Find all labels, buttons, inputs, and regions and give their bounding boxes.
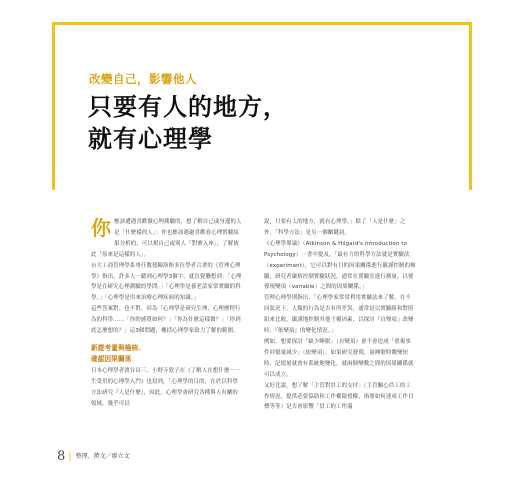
body-paragraph: 又好比說，想了解「主管對員工的支持」（主管關心員工的工作情況，提供必要協助和工作權限授權，指導如何達成工作目標等等）是否會影響「員工的工作滿 bbox=[264, 382, 414, 411]
decorative-frame-top bbox=[52, 22, 472, 25]
body-paragraph: 這些答案對、也不對，因為「心理學是研究生理、心理歷程行為的科學……「你的感覺如何？」「你為什麼這樣做？」「你到底怎麼想的？」這3個問題，概括心理學家致力了解的範圍。 bbox=[91, 306, 241, 335]
decorative-frame-left bbox=[52, 22, 55, 190]
article-title-line-1: 只要有人的地方， bbox=[88, 93, 288, 121]
page-number: 8 bbox=[57, 449, 66, 464]
right-column bbox=[264, 217, 416, 413]
subhead-line-1: 新證考量與檢核、 bbox=[91, 343, 145, 352]
decorative-frame-right bbox=[469, 22, 472, 190]
subhead-line-2: 確認因果關係 bbox=[91, 354, 132, 363]
article-title bbox=[88, 91, 288, 155]
section-subhead bbox=[91, 343, 243, 365]
page-footer bbox=[57, 449, 130, 464]
drop-cap: 你 bbox=[91, 216, 112, 240]
article-tagline: 改變自己，影響他人 bbox=[89, 72, 197, 86]
body-paragraph: 台大工商管理學系專任教授陳洛斯多位學者合著的《管理心理學》指出，許多人一聽到心理學3個字，就直覺聯想到：「心理學是在研究心理測驗的學問。」「心理學是養老話家常實驗的科學。」「心理學是用來治療心理疾病的知識。」 bbox=[91, 262, 242, 302]
body-paragraph: 《心理學導論》（Atkinson & Hilgard's Introduction to Psychology）一書中提及，「最有力的科學方法就是實驗法（experiment），它可以對有目的因果關係進行嚴謹控制的檢驗，研究者嚴格控制實驗狀況，通常在實驗室進行測量，以便發現變項（variable）之間的因果關係。」 bbox=[264, 240, 416, 291]
author-credit: 整理、撰文／廖立文 bbox=[75, 453, 130, 460]
body-paragraph: 管理心理學則指出，「心理學家常常利用實驗法來了解，在不同狀況下，人類的行為是否有所差異，通常是以實驗組和對照組來比較，嚴謹地控制其他干擾因素，以探討『自變項』改變時，『依變項』的變化情況。」 bbox=[264, 295, 414, 335]
body-paragraph: 日本心理學者渡谷昌三、小野寺敦子在《了解人在想什麼－一生受用的心理學入門》也寫到，「心理學的目的，在於以科學方法研究『人是什麼』，因此，心理學會研究各種與人有關的領域，幾乎可以 bbox=[91, 367, 241, 407]
body-paragraph bbox=[91, 217, 243, 261]
left-column bbox=[91, 217, 243, 410]
article-title-line-2: 就有心理學 bbox=[88, 125, 213, 153]
body-paragraph: 例如，想要探討「缺少睡眠」（自變項）會不會造成「重複事件回憶量減少」（依變項），如果研究發現，量睡眠時數變短時，記憶量就會有系統地變化，就兩個變數之間的因果關係就可以成立。 bbox=[264, 338, 414, 378]
paragraph-text: 應該遭遇喜歡做心理測驗的、想了解自己或身邊的人是「什麼樣的人」；你也應該遇過喜歡看心理實驗結果分析的，可以幫自己或別人「對號入座」，了解彼此「原來是這樣的人」。 bbox=[91, 219, 242, 258]
footer-divider: | bbox=[68, 451, 72, 462]
body-paragraph: 說，只要有人的地方，就有心理學。」除了「人是什麼」之外，「科學方法」是另一個關鍵詞。 bbox=[264, 219, 406, 236]
